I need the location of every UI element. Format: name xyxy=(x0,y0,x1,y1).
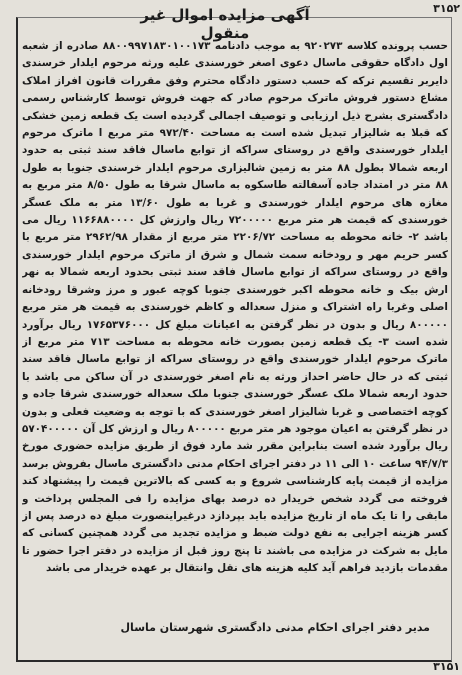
notice-signature: مدیر دفتر اجرای احکام مدنی دادگستری شهرستان ماسال xyxy=(120,621,430,634)
notice-title: آگهی مزایده اموال غیر منقول xyxy=(140,6,310,42)
page-number-bottom: ۳۱۵۱ xyxy=(433,660,460,673)
page-number-top: ۳۱۵۲ xyxy=(433,2,460,15)
notice-body: حسب پرونده کلاسه ۹۲۰۲۷۳ به موجب دادنامه ۸۸۰۰۹۹۷۱۸۳۰۱۰۰۱۷۳ صادره از شعبه اول دادگاه حقوقی ماسال دعوی اصغر خورسندی علیه ورثه مرحوم ایلدار خرسندی دایربر تقسیم ترکه که حسب دستور دادگاه محترم وفق مقررات قانون افراز املاک مشاع دستور فروش ماترک مرحوم صادر که جهت فروش توسط کارشناس رسمی دادگستری بشرح ذیل ارزیابی و توصیف اجمالی گردیده است یک قطعه زمین خشکی که قبلا به شالیزار تبدیل شده است به مساحت ۹۷۲/۴۰ متر مربع ا ماترک مرحوم ایلدار خورسندی واقع در روستای سراکه از توابع ماسال فاقد سند ثبتی به حدود اربعه شمالا بطول ۸۸ متر به زمین شالیزاری مرحوم ایلدار خرسندی جنوبا به طول ۸۸ متر در امتداد جاده آسفالته طاسکوه به ماسال شرقا به طول ۸/۵۰ متر مربع به مغازه های مرحوم ایلدار خورسندی و غربا به طول ۱۳/۶۰ متر به ملک عسگر خورسندی که قیمت هر متر مربع ۷۲۰۰۰۰۰ ریال وارزش کل ۱۱۶۶۸۸۰۰۰۰ ریال می باشد ۲- خانه محوطه به مساحت ۲۲۰۶/۷۲ متر مربع از مقدار ۲۹۶۲/۹۸ متر مربع با کسر حریم مهر و رودخانه سمت شمال و شرق از ماترک مرحوم ایلدار خورسندی واقع در روستای سراکه از توابع ماسال فاقد سند ثبتی بحدود اربعه شمالا به نهر ارش بیک و خانه محوطه اکبر خورسندی جنوبا کوچه عبور و مرز وشرقا رودخانه اصلی وغربا راه اشتراک و منزل سعداله و کاظم خورسندی به قیمت هر متر مربع ۸۰۰۰۰۰ ریال و بدون در نظر گرفتن به اعیانات مبلغ کل ۱۷۶۵۳۷۶۰۰۰ ریال برآورد شده است ۳- یک قطعه زمین بصورت خانه محوطه به مساحت ۷۱۳ متر مربع از ماترک مرحوم ایلدار خورسندی واقع در روستای سراکه از توابع ماسال فاقد سند ثبتی که در حال حاضر احداز ورثه به نام اصغر خورسندی در آن ساکن می باشد با حدود اربعه شمالا ملک عسگر خورسندی جنوبا ملک سعداله خورسندی شرقا جاده و کوچه اختصاصی و غربا شالیزار اصغر خورسندی که با توجه به وضعیت فعلی و بدون در نظر گرفتن به اعیان موجود هر متر مربع ۸۰۰۰۰۰ ریال و ارزش کل آن ۵۷۰۴۰۰۰۰۰ ریال برآورد شده است بنابراین مقرر شد مارد فوق از طریق مزایده حضوری مورخ ۹۴/۷/۳ ساعت ۱۰ الی ۱۱ در دفتر اجرای احکام مدنی دادگستری ماسال بفروش برسد مزایده از قیمت پایه کارشناسی شروع و به کسی که بالاترین قیمت را پیشنهاد کند فروخته می گردد شخص خریدار ده درصد بهای مزایده را فی المجلس پرداخت و مابقی را تا یک ماه از تاریخ مزایده باید بپردازد درغیراینصورت مبلغ ده درصد پس از کسر هزینه اجرایی به نفع دولت ضبط و مزایده تجدید می گردد همچنین کسانی که مایل به شرکت در مزایده می باشند تا پنج روز قبل از مزایده در دفتر اجرا حضور تا مقدمات بازدید فراهم آید کلیه هزینه های نقل وانتقال بر عهده خریدار می باشد xyxy=(22,40,448,575)
